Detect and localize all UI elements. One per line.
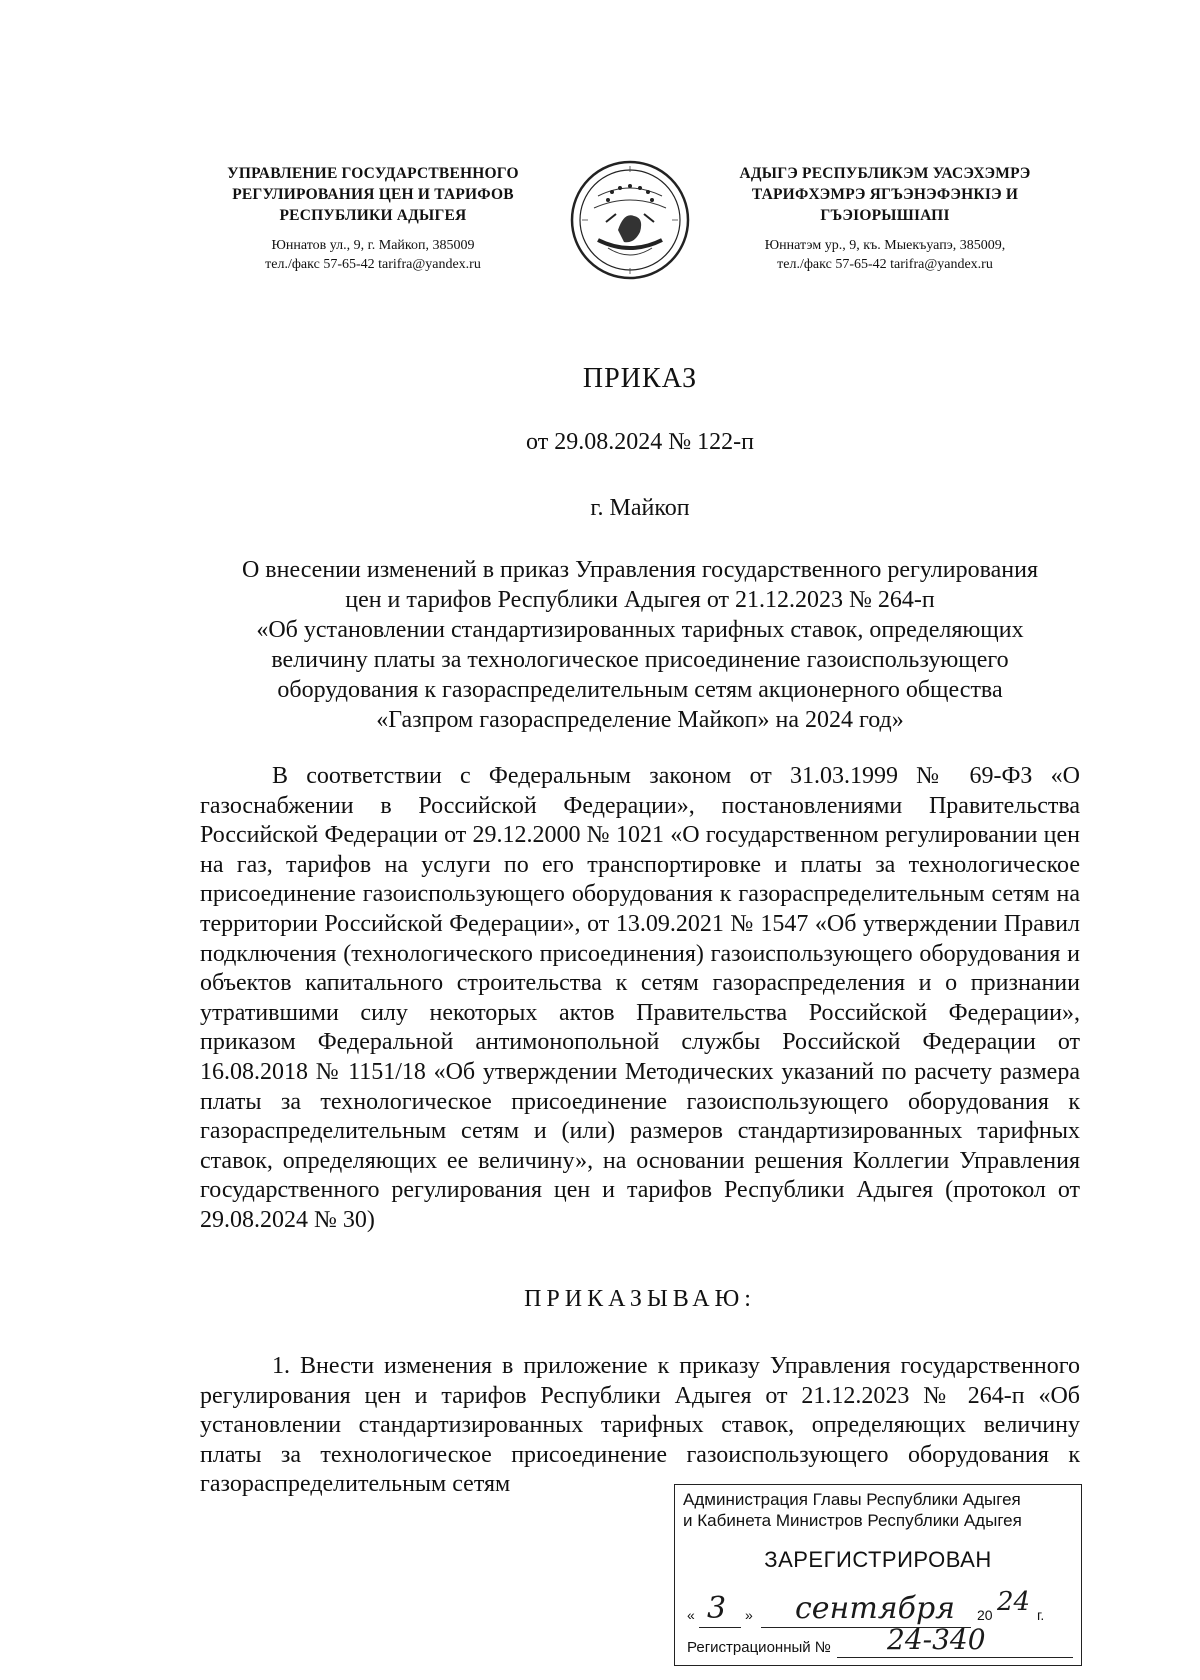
order-item-1: 1. Внести изменения в приложение к приказу Управления государственного регулирования цен и тарифов Республики Адыгея от 21.12.2023 № 264-п «Об установлении стандартизированных тарифных ставок, определяющих величину платы за технологическое присоединение газоиспользующего оборудования к газораспределительным сетям [200, 1353, 1080, 1498]
header-left [198, 163, 548, 274]
header-right-phone-email: тел./факс 57-65-42 tarifra@yandex.ru [777, 257, 993, 272]
header-left-name-line: УПРАВЛЕНИЕ ГОСУДАРСТВЕННОГО [227, 165, 519, 182]
header-right-name [710, 163, 1060, 226]
preamble-paragraph: В соответствии с Федеральным законом от 31.03.1999 № 69-ФЗ «О газоснабжении в Российской Федерации», постановлениями Правительства Российской Федерации от 29.12.2000 № 1021 «О государственном регулировании цен на газ, тарифов на услуги по его транспортировке и платы за технологическое присоединение газоиспользующего оборудования к газораспределительным сетям на территории Российской Федерации», от 13.09.2021 № 1547 «Об утверждении Правил подключения (технологического присоединения) газоиспользующего оборудования и объектов капитального строительства к сетям газораспределения и о признании утратившими силу некоторых актов Правительства Российской Федерации», приказом Федеральной антимонопольной службы Российской Федерации от 16.08.2018 № 1151/18 «Об утверждении Методических указаний по расчету размера платы за технологическое присоединение газоиспользующего оборудования к газораспределительным сетям и (или) размеров стандартизированных тарифных ставок, определяющих ее величину», на основании решения Коллегии Управления государственного регулирования цен и тарифов Республики Адыгея (протокол от 29.08.2024 № 30) [200, 763, 1080, 1233]
header-left-name-line: РЕГУЛИРОВАНИЯ ЦЕН И ТАРИФОВ [232, 186, 514, 203]
document-subject [200, 555, 1080, 735]
coat-of-arms-icon [568, 152, 692, 288]
subject-line: «Об установлении стандартизированных тарифных ставок, определяющих [256, 617, 1024, 643]
stamp-date-row [687, 1587, 1077, 1629]
order-heading: ПРИКАЗЫВАЮ: [524, 1286, 756, 1312]
header-right [710, 163, 1060, 274]
document-date-number: от 29.08.2024 № 122-п [526, 429, 754, 455]
stamp-number-row [687, 1623, 1077, 1661]
stamp-status: ЗАРЕГИСТРИРОВАН [764, 1547, 992, 1572]
header-right-name-line: ТАРИФХЭМРЭ ЯГЪЭНЭФЭНКІЭ И [751, 186, 1019, 203]
stamp-month-handwritten: сентября [795, 1591, 956, 1626]
registration-stamp [674, 1484, 1082, 1666]
header-right-name-line: ГЪЭІОРЫШІАПІ [820, 207, 950, 224]
header-right-address: Юннатэм ур., 9, къ. Мыекъуапэ, 385009, [764, 238, 1006, 253]
stamp-reg-label: Регистрационный № [687, 1639, 831, 1656]
stamp-year-handwritten: 24 [997, 1587, 1031, 1617]
stamp-day-handwritten: 3 [707, 1591, 727, 1626]
header-right-name-line: АДЫГЭ РЕСПУБЛИКЭМ УАСЭХЭМРЭ [739, 165, 1031, 182]
header-right-contacts [710, 236, 1060, 274]
stamp-year-end: г. [1037, 1607, 1045, 1623]
header-left-address: Юннатов ул., 9, г. Майкоп, 385009 [271, 238, 475, 253]
document-city: г. Майкоп [590, 495, 690, 521]
header-left-phone-email: тел./факс 57-65-42 tarifra@yandex.ru [265, 257, 481, 272]
subject-line: цен и тарифов Республики Адыгея от 21.12.2023 № 264-п [345, 587, 935, 613]
stamp-quote-close: » [745, 1607, 753, 1623]
subject-line: оборудования к газораспределительным сетям акционерного общества [277, 677, 1003, 703]
document-title: ПРИКАЗ [582, 363, 698, 394]
header-left-name [198, 163, 548, 226]
subject-line: «Газпром газораспределение Майкоп» на 2024 год» [376, 707, 904, 733]
subject-line: величину платы за технологическое присоединение газоиспользующего [271, 647, 1009, 673]
stamp-quote-open: « [687, 1607, 695, 1623]
stamp-org-line: Администрация Главы Республики Адыгея [683, 1490, 1021, 1509]
subject-line: О внесении изменений в приказ Управления государственного регулирования [241, 557, 1039, 583]
header-left-name-line: РЕСПУБЛИКИ АДЫГЕЯ [279, 207, 467, 224]
stamp-year-prefix: 20 [977, 1607, 993, 1623]
stamp-org-line: и Кабинета Министров Республики Адыгея [683, 1511, 1022, 1530]
header-left-contacts [198, 236, 548, 274]
stamp-reg-number-handwritten: 24-340 [887, 1623, 986, 1656]
stamp-organization [675, 1485, 1081, 1531]
